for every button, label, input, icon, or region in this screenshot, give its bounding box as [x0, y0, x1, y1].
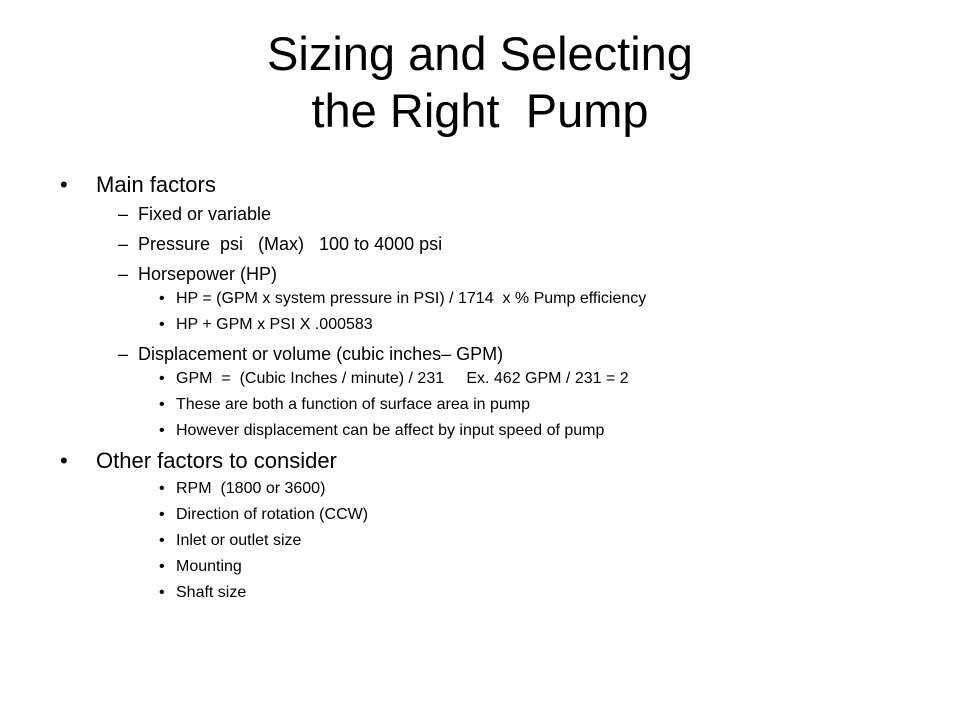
bullet-item-level-1: Other factors to consider	[96, 448, 337, 473]
dash-marker: –	[118, 204, 129, 224]
slide-title	[0, 25, 960, 139]
bullet-item-level-3: Inlet or outlet size	[176, 532, 302, 549]
bullet-item-level-2: Displacement or volume (cubic inches– GPM)	[138, 344, 504, 364]
bullet-marker: •	[60, 172, 68, 197]
dash-marker: –	[118, 234, 129, 254]
bullet-item-level-2: Horsepower (HP)	[138, 264, 278, 284]
bullet-marker: •	[159, 480, 165, 497]
slide-title-line-1: Sizing and Selecting	[267, 27, 693, 80]
bullet-item-level-3: HP = (GPM x system pressure in PSI) / 1714 x % Pump efficiency	[176, 290, 647, 307]
bullet-item-level-3: GPM = (Cubic Inches / minute) / 231 Ex. 462 GPM / 231 = 2	[176, 370, 629, 387]
bullet-item-level-3: Shaft size	[176, 584, 247, 601]
bullet-item-level-3: These are both a function of surface area in pump	[176, 396, 530, 413]
bullet-item-level-3: HP + GPM x PSI X .000583	[176, 316, 373, 333]
bullet-marker: •	[159, 506, 165, 523]
bullet-item-level-2: Pressure psi (Max) 100 to 4000 psi	[138, 234, 443, 254]
dash-marker: –	[118, 344, 129, 364]
bullet-marker: •	[159, 290, 165, 307]
dash-marker: –	[118, 264, 129, 284]
bullet-marker: •	[159, 396, 165, 413]
bullet-marker: •	[159, 584, 165, 601]
bullet-marker: •	[159, 532, 165, 549]
bullet-item-level-3: However displacement can be affect by input speed of pump	[176, 422, 605, 439]
bullet-marker: •	[159, 558, 165, 575]
bullet-marker: •	[159, 316, 165, 333]
bullet-item-level-3: RPM (1800 or 3600)	[176, 480, 326, 497]
bullet-item-level-2: Fixed or variable	[138, 204, 272, 224]
bullet-item-level-3: Direction of rotation (CCW)	[176, 506, 369, 523]
bullet-marker: •	[159, 370, 165, 387]
bullet-item-level-3: Mounting	[176, 558, 242, 575]
bullet-marker: •	[159, 422, 165, 439]
bullet-marker: •	[60, 448, 68, 473]
bullet-item-level-1: Main factors	[96, 172, 216, 197]
slide-title-line-2: the Right Pump	[311, 84, 649, 137]
